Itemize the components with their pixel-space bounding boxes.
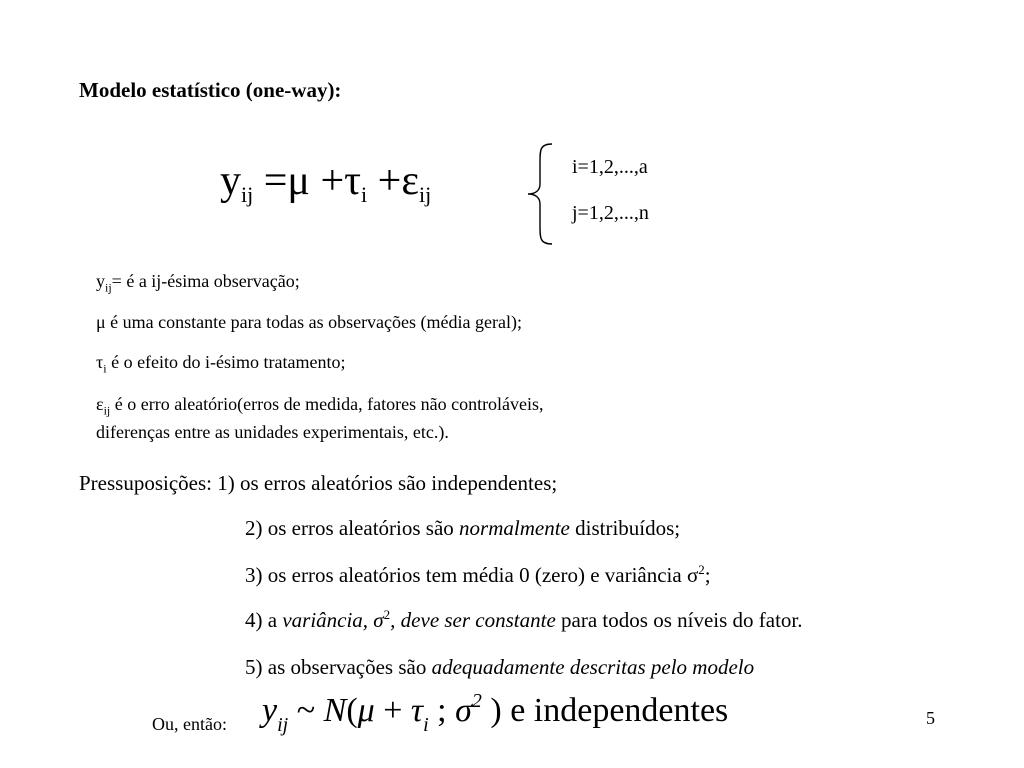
model-tau: τ [344,158,362,204]
formula-tilde: ~ [288,692,324,729]
a5-pre: 5) as observações são [245,655,432,679]
a3-sigma: σ [686,563,699,587]
a3-pre: 3) os erros aleatórios tem média 0 (zero) e variância [245,563,687,587]
curly-brace-icon [522,140,562,248]
a2-post: distribuídos; [569,516,681,540]
model-plus-2: + [367,158,402,204]
formula-plus: + [374,692,411,729]
model-mu: μ [287,158,310,204]
a4-em-2: , deve ser constante [390,608,556,632]
model-tau-sub: i [361,182,368,207]
formula-y-sub: ij [277,714,289,736]
model-eps: ε [401,158,419,204]
a5-em: adequadamente descritas pelo modelo [431,655,755,679]
slide-title: Modelo estatístico (one-way): [79,78,342,102]
def-mu-symbol: μ [96,312,106,332]
range-i: i=1,2,...,a [572,156,648,178]
def-y-text: = é a ij-ésima observação; [111,271,300,291]
formula-n: N [323,692,347,729]
assumption-4 [245,608,803,633]
def-eps-text: é o erro aleatório(erros de medida, fatores não controláveis, [110,394,544,414]
def-y-symbol: y [96,271,105,291]
definition-tau [96,352,346,374]
formula-tau-sub: i [423,714,429,736]
formula-semicolon: ; [428,692,456,729]
assumption-2 [245,516,680,541]
formula-mu: μ [357,692,375,729]
distribution-formula [262,690,729,736]
model-plus-1: + [309,158,345,204]
def-mu-text: é uma constante para todas as observações (média geral); [105,312,522,332]
a3-post: ; [704,563,711,587]
def-tau-sub: i [103,361,107,376]
assumption-1: Pressuposições: 1) os erros aleatórios são independentes; [79,471,558,495]
assumption-3 [245,563,711,588]
model-y: y [220,158,241,204]
model-y-sub: ij [241,182,254,207]
definition-mu [96,312,522,334]
range-j: j=1,2,...,n [572,202,649,224]
footer-label: Ou, então: [152,714,227,734]
a2-pre: 2) os erros aleatórios são [245,516,460,540]
formula-tail: e independentes [501,692,729,729]
def-tau-text: é o efeito do i-ésimo tratamento; [106,352,346,372]
a3-sup: 2 [698,562,705,577]
def-eps-symbol: ε [96,394,104,414]
formula-y: y [262,692,278,729]
model-eps-sub: ij [418,182,432,207]
page-number: 5 [926,708,935,728]
model-equation [220,158,432,207]
a4-sup: 2 [383,607,391,622]
formula-tau: τ [410,692,424,729]
definition-epsilon-cont: diferenças entre as unidades experimentais, etc.). [96,422,449,442]
model-eq: = [253,158,288,204]
a4-post: para todos os níveis do fator. [555,608,803,632]
definition-y [96,271,300,293]
a4-em-1: variância, σ [282,608,384,632]
a2-em: normalmente [459,516,570,540]
assumption-5 [245,655,754,680]
def-eps-sub: ij [103,403,111,418]
formula-sigma-sup: 2 [471,690,482,712]
def-y-sub: ij [105,280,112,295]
a4-pre: 4) a [245,608,283,632]
definition-epsilon [96,394,544,416]
formula-sigma: σ [455,692,472,729]
def-tau-symbol: τ [96,352,104,372]
formula-close-paren: ) [481,692,502,729]
formula-open-paren: ( [346,692,358,729]
